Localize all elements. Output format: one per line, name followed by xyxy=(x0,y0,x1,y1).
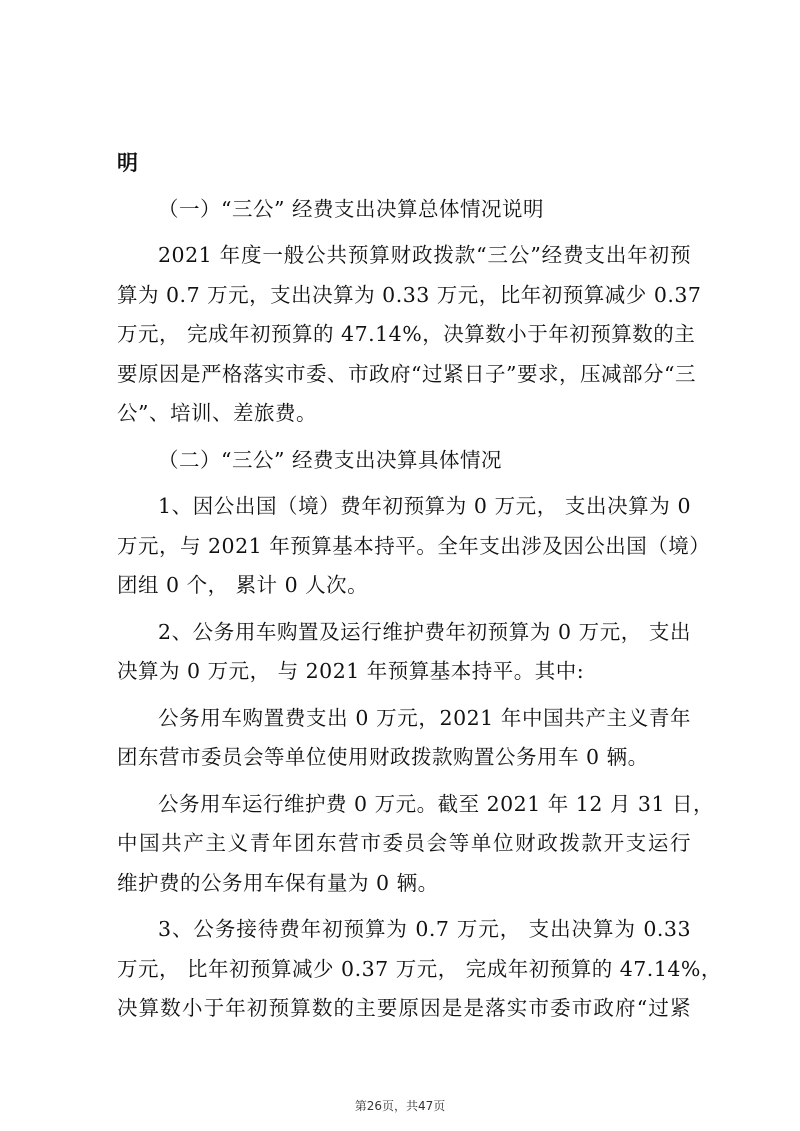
section-2-paragraph-4 xyxy=(117,785,715,904)
paragraph-line: 决算数小于年初预算数的主要原因是是落实市委市政府“过紧 xyxy=(117,996,691,1020)
paragraph-line: 3、公务接待费年初预算为 0.7 万元， 支出决算为 0.33 xyxy=(158,917,691,941)
paragraph-line: 中国共产主义青年团东营市委员会等单位财政拨款开支运行 xyxy=(117,831,691,855)
paragraph-line: 要原因是严格落实市委、市政府“过紧日子”要求，压减部分“三 xyxy=(117,361,696,386)
paragraph-line: 维护费的公务用车保有量为 0 辆。 xyxy=(117,870,439,895)
title-tail: 明 xyxy=(117,150,139,175)
section-2-paragraph-3 xyxy=(117,699,691,778)
paragraph-line: 万元， 比年初预算减少 0.37 万元， 完成年初预算的 47.14%， xyxy=(117,956,722,981)
paragraph-line: 团组 0 个， 累计 0 人次。 xyxy=(117,573,369,597)
section-2-paragraph-2 xyxy=(117,613,691,692)
paragraph-line: 2、公务用车购置及运行维护费年初预算为 0 万元， 支出 xyxy=(158,619,691,644)
paragraph-line: 团东营市委员会等单位使用财政拨款购置公务用车 0 辆。 xyxy=(117,745,649,769)
paragraph-line: 公务用车运行维护费 0 万元。截至 2021 年 12 月 31 日， xyxy=(158,791,715,816)
section-1-paragraph-1 xyxy=(117,236,702,434)
paragraph-line: 决算为 0 万元， 与 2021 年预算基本持平。其中: xyxy=(117,659,585,683)
paragraph-line: 万元，与 2021 年预算基本持平。全年支出涉及因公出国（境） xyxy=(117,533,711,558)
section-heading-1: （一）“三公” 经费支出决算总体情况说明 xyxy=(158,196,544,221)
paragraph-line: 1、因公出国（境）费年初预算为 0 万元， 支出决算为 0 xyxy=(158,494,691,518)
paragraph-line: 公务用车购置费支出 0 万元，2021 年中国共产主义青年 xyxy=(158,705,691,730)
paragraph-line: 算为 0.7 万元，支出决算为 0.33 万元，比年初预算减少 0.37 xyxy=(117,282,702,307)
section-heading-2: （二）“三公” 经费支出决算具体情况 xyxy=(158,447,502,472)
paragraph-line: 万元， 完成年初预算的 47.14%，决算数小于年初预算数的主 xyxy=(117,322,696,346)
paragraph-line: 2021 年度一般公共预算财政拨款“三公”经费支出年初预 xyxy=(158,243,691,267)
document-body xyxy=(117,143,722,1029)
section-2-paragraph-1 xyxy=(117,487,711,606)
page-number-footer: 第26页，共47页 xyxy=(354,1099,446,1113)
paragraph-line: 公”、培训、差旅费。 xyxy=(117,401,317,425)
section-2-paragraph-5 xyxy=(117,910,722,1029)
